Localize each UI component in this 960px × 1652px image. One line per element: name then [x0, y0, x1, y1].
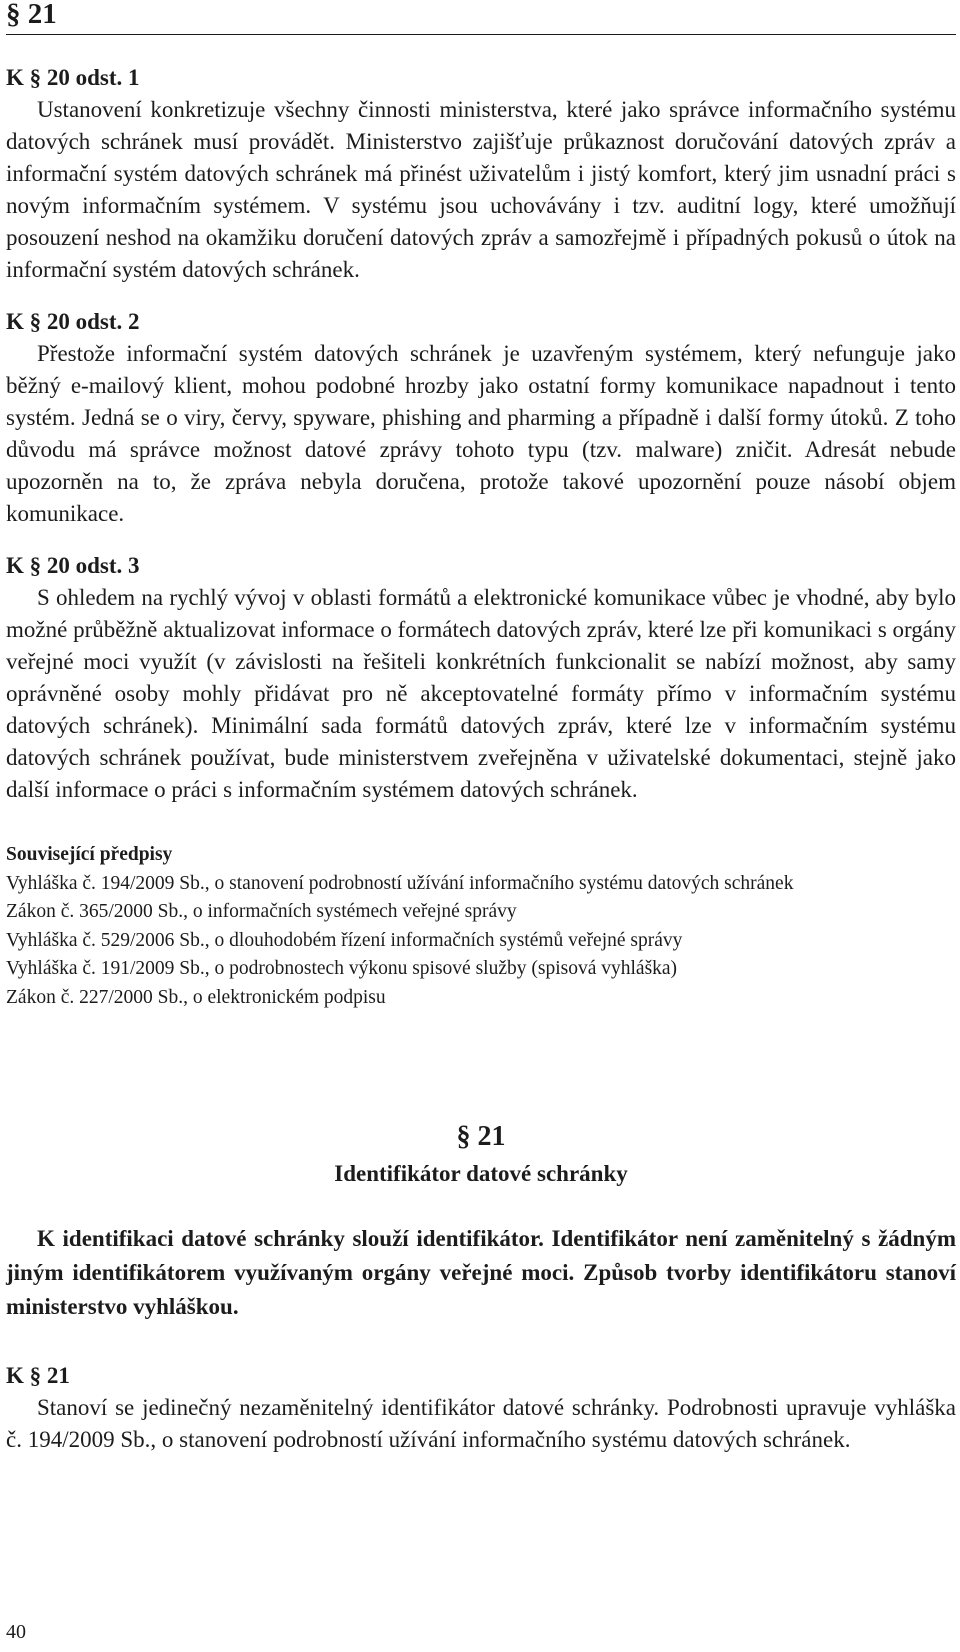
section-heading: K § 20 odst. 3	[6, 553, 140, 578]
related-item: Vyhláška č. 194/2009 Sb., o stanovení podrobností užívání informačního systému datových schránek	[6, 873, 794, 894]
section-text: Ustanovení konkretizuje všechny činnosti ministerstva, které jako správce informačního systému datových schránek musí provádět. Ministerstvo zajišťuje průkaznost doručování datových zpráv a informační systém datových schránek má přinést uživatelům i jistý komfort, který jim usnadní práci s novým informačním systémem. V systému jsou uchovávány i tzv. auditní logy, které umožňují posouzení neshod na okamžiku doručení datových zpráv a samozřejmě i případných pokusů o útok na informační systém datových schránek.	[6, 97, 956, 282]
section-text: Přestože informační systém datových schránek je uzavřeným systémem, který nefunguje jako běžný e-mailový klient, mohou podobné hrozby jako ostatní formy komunikace napadnout i tento systém. Jedná se o viry, červy, spyware, phishing and pharming a případně i další formy útoků. Z toho důvodu má správce možnost datové zprávy tohoto typu (tzv. malware) zničit. Adresát nebude upozorněn na to, že zpráva nebyla doručena, protože takové upozornění pouze násobí objem komunikace.	[6, 341, 956, 526]
related-item: Vyhláška č. 191/2009 Sb., o podrobnostech výkonu spisové služby (spisová vyhláška)	[6, 958, 678, 980]
running-header	[6, 0, 956, 35]
law-text: K identifikaci datové schránky slouží identifikátor. Identifikátor není zaměnitelný s žádným jiným identifikátorem využívaným orgány veřejné moci. Způsob tvorby identifikátoru stanoví ministerstvo vyhláškou.	[6, 1226, 956, 1319]
related-item: Zákon č. 227/2000 Sb., o elektronickém podpisu	[6, 986, 386, 1008]
section-text: S ohledem na rychlý vývoj v oblasti formátů a elektronické komunikace vůbec je vhodné, aby bylo možné průběžně aktualizovat informace o formátech datových zpráv, které lze při komunikaci s orgány veřejné moci využít (v závislosti na řešiteli konkrétních funkcionalit se nabízí možnost, aby samy oprávněné osoby mohly přidávat pro ně akceptovatelné formáty přímo v informačním systému datových schránek). Minimální sada formátů datových zpráv, které lze v informačním systému datových schránek používat, bude ministerstvem zveřejněna v uživatelské dokumentaci, stejně jako další informace o práci s informačním systémem datových schránek.	[6, 585, 956, 802]
paragraph-body	[6, 1222, 956, 1456]
section-heading: K § 20 odst. 2	[6, 309, 140, 334]
related-item: Vyhláška č. 529/2006 Sb., o dlouhodobém řízení informačních systémů veřejné správy	[6, 929, 683, 951]
commentary-section	[6, 62, 956, 286]
commentary-section	[6, 306, 956, 530]
section-heading: K § 20 odst. 1	[6, 65, 140, 90]
related-item: Zákon č. 365/2000 Sb., o informačních systémech veřejné správy	[6, 901, 517, 923]
page-number: 40	[6, 1621, 26, 1643]
header-title: § 21	[6, 0, 57, 30]
paragraph-heading-block	[6, 1118, 956, 1192]
commentary-section	[6, 550, 956, 806]
section-heading: K § 21	[6, 1363, 70, 1388]
commentary-body	[6, 62, 956, 1012]
commentary-section	[6, 1360, 956, 1456]
section-text: Stanoví se jedinečný nezaměnitelný identifikátor datové schránky. Podrobnosti upravuje vyhláška č. 194/2009 Sb., o stanovení podrobností užívání informačního systému datových schránek.	[6, 1395, 956, 1452]
paragraph-title: Identifikátor datové schránky	[334, 1161, 628, 1186]
related-heading: Související předpisy	[6, 844, 173, 865]
related-regulations	[6, 840, 956, 1012]
paragraph-number: § 21	[456, 1121, 506, 1152]
